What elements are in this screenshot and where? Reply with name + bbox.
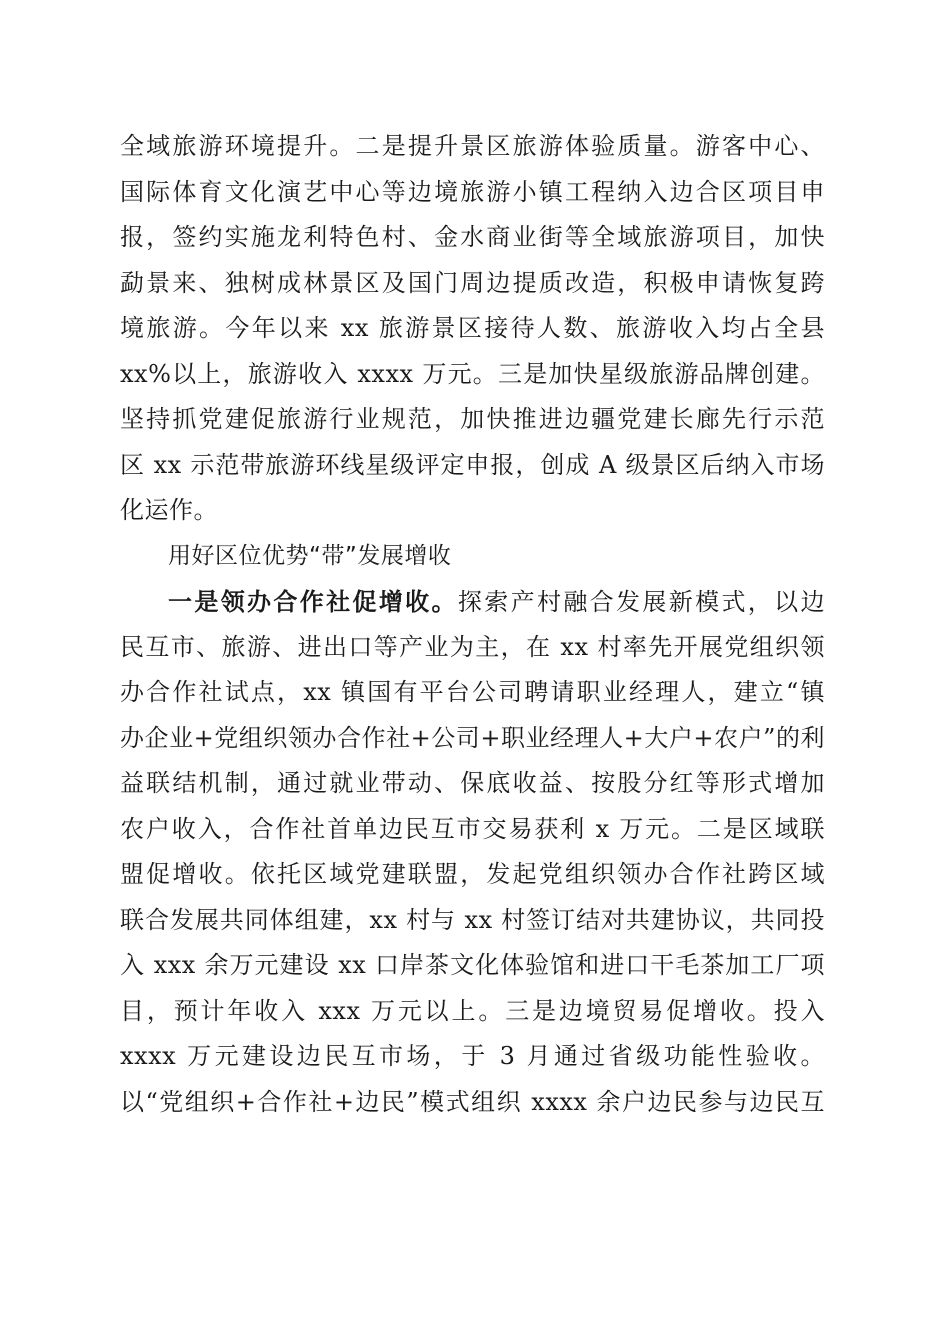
- text-line: 全域旅游环境提升。二是提升景区旅游体验质量。游客中心、: [120, 132, 825, 160]
- text-line: 报，签约实施龙利特色村、金水商业街等全域旅游项目，加快: [120, 223, 825, 251]
- text-line: 国际体育文化演艺中心等边境旅游小镇工程纳入边合区项目申: [120, 177, 825, 206]
- text-line: 入 xxx 余万元建设 xx 口岸茶文化体验馆和进口干毛茶加工厂项: [120, 951, 825, 979]
- text-line: 农户收入，合作社首单边民互市交易获利 x 万元。二是区域联: [120, 814, 825, 843]
- lead-bold-text: 一是领办合作社促增收。: [168, 587, 458, 616]
- text-line: 联合发展共同体组建，xx 村与 xx 村签订结对共建协议，共同投: [120, 905, 825, 934]
- text-line: xxxx 万元建设边民互市场，于 3 月通过省级功能性验收。: [120, 1042, 825, 1070]
- text-line: 办合作社试点，xx 镇国有平台公司聘请职业经理人，建立“镇: [120, 678, 825, 706]
- text-line: 境旅游。今年以来 xx 旅游景区接待人数、旅游收入均占全县: [120, 314, 825, 342]
- first-line-rest: 探索产村融合发展新模式，以边: [457, 588, 826, 616]
- text-line: 益联结机制，通过就业带动、保底收益、按股分红等形式增加: [120, 769, 825, 797]
- text-line: 民互市、旅游、进出口等产业为主，在 xx 村率先开展党组织领: [120, 632, 825, 661]
- text-line: 以“党组织+合作社+边民”模式组织 xxxx 余户边民参与边民互: [120, 1087, 825, 1116]
- document-body: [120, 124, 825, 1125]
- text-line: 盟促增收。依托区域党建联盟，发起党组织领办合作社跨区域: [120, 860, 825, 888]
- text-line: 目，预计年收入 xxx 万元以上。三是边境贸易促增收。投入: [120, 996, 825, 1025]
- text-line: 坚持抓党建促旅游行业规范，加快推进边疆党建长廊先行示范: [120, 405, 825, 433]
- text-line: 化运作。: [120, 496, 218, 524]
- text-line: xx%以上，旅游收入 xxxx 万元。三是加快星级旅游品牌创建。: [120, 359, 825, 388]
- text-line: 区 xx 示范带旅游环线星级评定申报，创成 A 级景区后纳入市场: [120, 450, 825, 479]
- paragraph-tourism: [120, 124, 825, 534]
- text-line-first: [120, 579, 825, 625]
- paragraph-cooperatives: [120, 579, 825, 1125]
- section-heading: 用好区位优势“带”发展增收: [168, 542, 452, 569]
- text-line: 勐景来、独树成林景区及国门周边提质改造，积极申请恢复跨: [120, 268, 825, 297]
- text-line: 办企业+党组织领办合作社+公司+职业经理人+大户+农户”的利: [120, 723, 825, 752]
